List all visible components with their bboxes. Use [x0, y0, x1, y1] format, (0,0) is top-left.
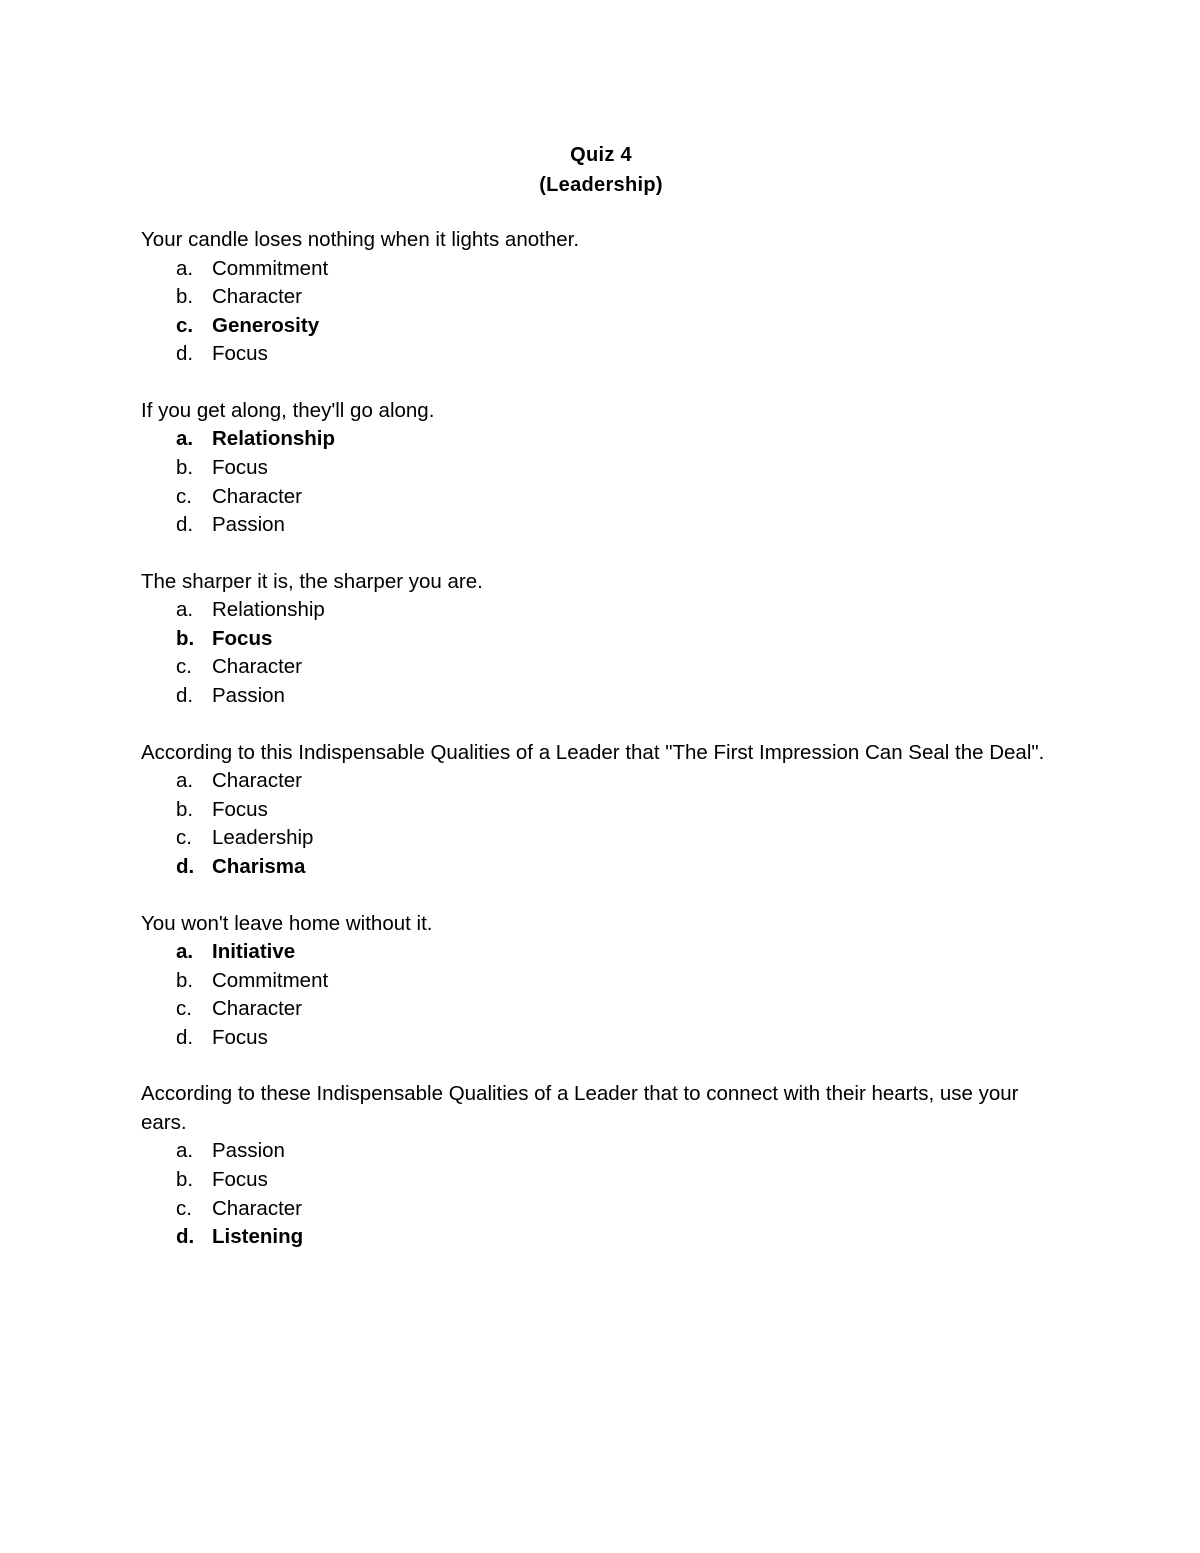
question-text: According to this Indispensable Qualities of a Leader that "The First Impression Can Seal the Deal". — [141, 740, 1045, 764]
option-letter: d. — [176, 1025, 194, 1049]
option-letter: a. — [176, 256, 194, 280]
option-list — [141, 255, 1061, 369]
option-text: Relationship — [212, 427, 336, 451]
document-title: Quiz 4 — [570, 144, 632, 166]
option-letter: b. — [176, 455, 194, 479]
correct-answer-option — [141, 853, 1061, 882]
option-text: Character — [212, 285, 303, 309]
answer-option — [141, 967, 1061, 996]
answer-option — [141, 454, 1061, 483]
option-letter: c. — [176, 655, 192, 679]
answer-option — [141, 596, 1061, 625]
option-letter: d. — [176, 342, 194, 366]
option-text: Focus — [212, 342, 268, 366]
option-letter: b. — [176, 797, 194, 821]
option-text: Passion — [212, 1139, 285, 1163]
document-page — [141, 140, 1061, 1280]
correct-answer-option — [141, 312, 1061, 341]
option-text: Focus — [212, 455, 268, 479]
option-letter: d. — [176, 684, 194, 708]
answer-option — [141, 340, 1061, 369]
correct-answer-option — [141, 1223, 1061, 1252]
option-letter: c. — [176, 826, 192, 850]
question-1 — [141, 226, 1061, 369]
option-text: Passion — [212, 684, 285, 708]
answer-option — [141, 653, 1061, 682]
question-text: The sharper it is, the sharper you are. — [141, 569, 483, 593]
option-letter: b. — [176, 285, 194, 309]
option-text: Character — [212, 484, 303, 508]
option-text: Passion — [212, 513, 285, 537]
option-letter: a. — [176, 598, 194, 622]
answer-option — [141, 483, 1061, 512]
answer-option — [141, 511, 1061, 540]
option-list — [141, 425, 1061, 539]
option-text: Initiative — [212, 940, 296, 963]
option-text: Leadership — [212, 826, 314, 850]
option-text: Generosity — [212, 313, 320, 337]
option-letter: a. — [176, 427, 194, 451]
option-text: Focus — [212, 1025, 268, 1049]
question-2 — [141, 397, 1061, 540]
option-text: Relationship — [212, 598, 325, 622]
title-block — [141, 140, 1061, 200]
option-text: Character — [212, 655, 303, 679]
option-text: Character — [212, 997, 303, 1021]
option-text: Focus — [212, 1167, 268, 1191]
answer-option — [141, 1137, 1061, 1166]
option-text: Listening — [212, 1225, 304, 1249]
option-letter: b. — [176, 1167, 194, 1191]
option-letter: b. — [176, 626, 195, 650]
option-text: Commitment — [212, 256, 329, 280]
option-letter: d. — [176, 1225, 195, 1249]
question-3 — [141, 568, 1061, 711]
correct-answer-option — [141, 938, 1061, 967]
answer-option — [141, 682, 1061, 711]
question-6 — [141, 1080, 1061, 1251]
correct-answer-option — [141, 625, 1061, 654]
answer-option — [141, 995, 1061, 1024]
option-letter: d. — [176, 513, 194, 537]
question-text: If you get along, they'll go along. — [141, 398, 435, 422]
answer-option — [141, 255, 1061, 284]
question-text: You won't leave home without it. — [141, 911, 433, 935]
option-letter: d. — [176, 854, 195, 878]
question-text: Your candle loses nothing when it lights another. — [141, 228, 580, 251]
option-text: Charisma — [212, 854, 306, 878]
option-list — [141, 596, 1061, 710]
option-letter: b. — [176, 968, 194, 992]
option-text: Commitment — [212, 968, 329, 992]
option-letter: a. — [176, 769, 194, 793]
question-5 — [141, 910, 1061, 1053]
answer-option — [141, 283, 1061, 312]
document-subtitle: (Leadership) — [539, 174, 663, 196]
option-list — [141, 938, 1061, 1052]
option-letter: c. — [176, 997, 192, 1021]
option-letter: c. — [176, 1196, 192, 1220]
option-list — [141, 767, 1061, 881]
option-text: Character — [212, 1196, 303, 1220]
option-letter: a. — [176, 940, 194, 963]
option-text: Focus — [212, 626, 273, 650]
correct-answer-option — [141, 425, 1061, 454]
question-4 — [141, 739, 1061, 882]
question-list — [141, 226, 1061, 1252]
option-letter: c. — [176, 484, 192, 508]
answer-option — [141, 1024, 1061, 1053]
answer-option — [141, 1166, 1061, 1195]
option-text: Focus — [212, 797, 268, 821]
answer-option — [141, 796, 1061, 825]
answer-option — [141, 767, 1061, 796]
answer-option — [141, 824, 1061, 853]
option-list — [141, 1137, 1061, 1251]
question-text: According to these Indispensable Qualities of a Leader that to connect with their hearts, use your ears. — [141, 1082, 1019, 1134]
option-letter: a. — [176, 1139, 194, 1163]
answer-option — [141, 1195, 1061, 1224]
option-text: Character — [212, 769, 303, 793]
option-letter: c. — [176, 313, 194, 337]
